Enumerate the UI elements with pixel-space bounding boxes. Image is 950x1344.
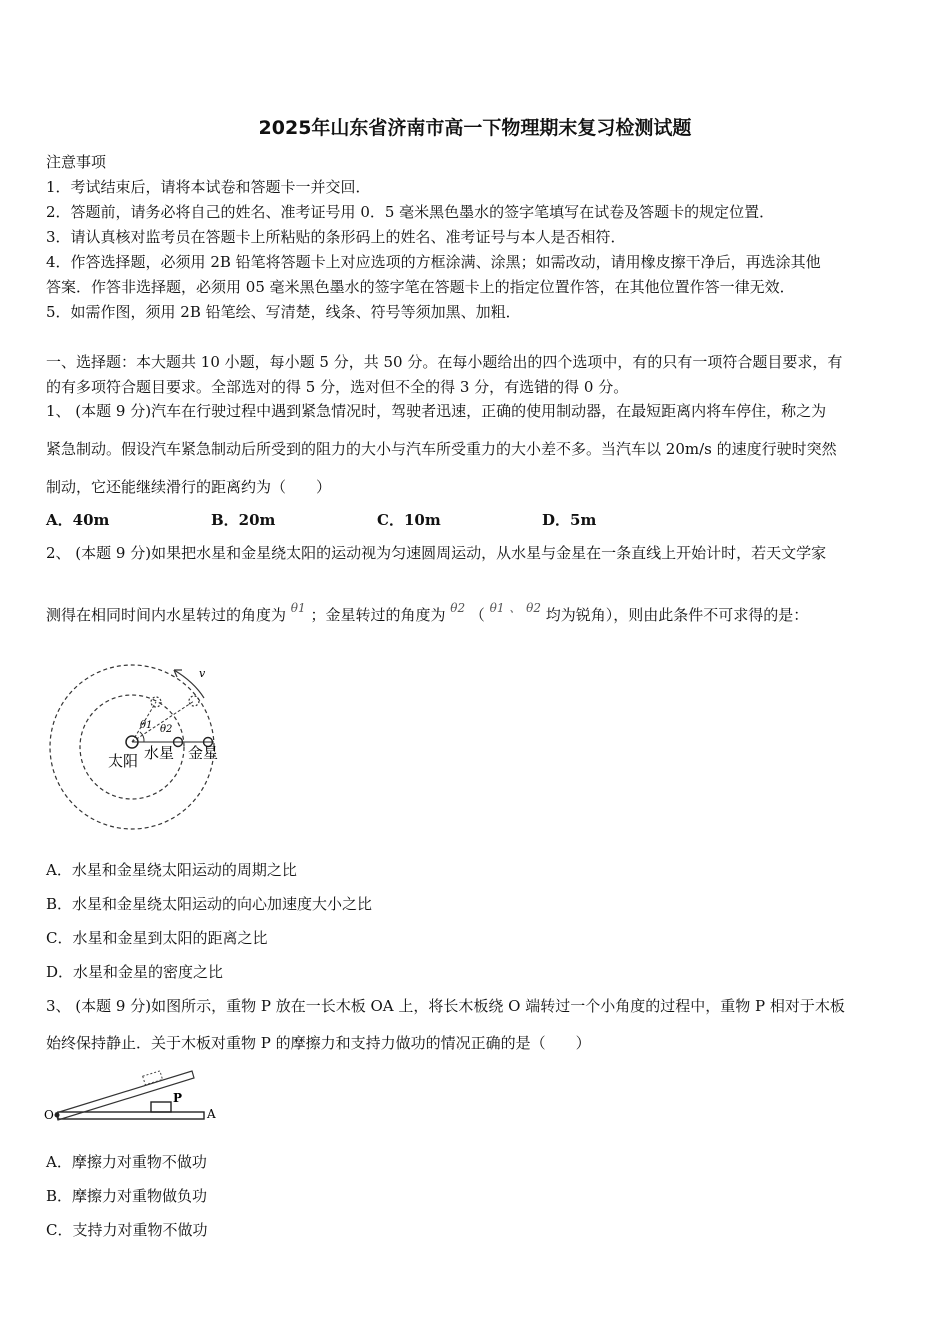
notice-item: 2．答题前，请务必将自己的姓名、准考证号用 0．5 毫米黑色墨水的签字笔填写在试卷及答题卡的规定位置． xyxy=(46,203,775,221)
theta2-symbol: θ2 xyxy=(526,601,541,615)
notice-heading: 注意事项 xyxy=(46,153,107,171)
q3-option-b[interactable]: B．摩擦力对重物做负功 xyxy=(46,1187,208,1205)
notice-item: 4．作答选择题，必须用 2B 铅笔将答题卡上对应选项的方框涂满、涂黑；如需改动，请用橡皮擦干净后，再选涂其他 xyxy=(46,253,821,271)
question-1-text: 1、 (本题 9 分)汽车在行驶过程中遇到紧急情况时，驾驶者迅速，正确的使用制动器，在最短距离内将车停住，称之为 xyxy=(46,402,827,420)
q2-option-d[interactable]: D．水星和金星的密度之比 xyxy=(46,963,224,981)
pivot-o xyxy=(55,1113,60,1118)
block-p-tilted xyxy=(143,1071,163,1085)
notice-item: 答案．作答非选择题，必须用 05 毫米黑色墨水的签字笔在答题卡上的指定位置作答，在其他位置作答一律无效． xyxy=(46,278,795,296)
section-intro: 一、选择题：本大题共 10 小题，每小题 5 分，共 50 分。在每小题给出的四个选项中，有的只有一项符合题目要求，有 xyxy=(46,353,843,371)
q1-option-d[interactable]: D．5m xyxy=(542,511,597,529)
q2-option-b[interactable]: B．水星和金星绕太阳运动的向心加速度大小之比 xyxy=(46,895,373,913)
q1-option-b[interactable]: B．20m xyxy=(211,511,276,529)
q2-text-c: （ xyxy=(469,606,485,624)
board-diagram xyxy=(44,1063,234,1131)
theta2-symbol: θ2 xyxy=(450,601,466,615)
question-3-text: 3、 (本题 9 分)如图所示，重物 P 放在一长木板 OA 上，将长木板绕 O 端转过一个小角度的过程中，重物 P 相对于木板 xyxy=(46,997,845,1015)
theta1-symbol: θ1 xyxy=(290,601,306,615)
question-3-text: 始终保持静止．关于木板对重物 P 的摩擦力和支持力做功的情况正确的是（ ） xyxy=(46,1034,591,1052)
section-intro: 的有多项符合题目要求。全部选对的得 5 分，选对但不全的得 3 分，有选错的得 0 分。 xyxy=(46,378,629,396)
page-title: 2025年山东省济南市高一下物理期末复习检测试题 xyxy=(258,117,692,139)
label-p: P xyxy=(173,1091,183,1105)
velocity-label: v xyxy=(199,667,206,680)
notice-item: 1．考试结束后，请将本试卷和答题卡一并交回． xyxy=(46,178,371,196)
block-p xyxy=(151,1102,171,1112)
question-2-text: 2、 (本题 9 分)如果把水星和金星绕太阳的运动视为匀速圆周运动，从水星与金星在一条直线上开始计时，若天文学家 xyxy=(46,544,827,562)
sun-label: 太阳 xyxy=(108,752,139,770)
theta1-label: θ1 xyxy=(140,720,153,731)
venus-label: 金星 xyxy=(188,744,219,762)
q2-option-a[interactable]: A．水星和金星绕太阳运动的周期之比 xyxy=(46,861,297,879)
notice-item: 5．如需作图，须用 2B 铅笔绘、写清楚，线条、符号等须加黑、加粗． xyxy=(46,303,521,321)
q3-option-a[interactable]: A．摩擦力对重物不做功 xyxy=(46,1153,207,1171)
angle-arc xyxy=(140,732,144,742)
mercury-label: 水星 xyxy=(144,744,175,762)
q1-option-a[interactable]: A．40m xyxy=(46,511,110,529)
label-o: O xyxy=(44,1108,54,1122)
q3-option-c[interactable]: C．支持力对重物不做功 xyxy=(46,1221,208,1239)
question-2-text xyxy=(46,601,809,626)
q1-option-c[interactable]: C．10m xyxy=(377,511,441,529)
q2-text-b: ；金星转过的角度为 xyxy=(310,606,446,624)
separator: 、 xyxy=(509,601,522,615)
theta2-label: θ2 xyxy=(160,724,173,735)
q2-text-d: 均为锐角），则由此条件不可求得的是： xyxy=(545,606,809,624)
q2-text-a: 测得在相同时间内水星转过的角度为 xyxy=(46,606,287,624)
q2-option-c[interactable]: C．水星和金星到太阳的距离之比 xyxy=(46,929,268,947)
question-1-text: 紧急制动。假设汽车紧急制动后所受到的阻力的大小与汽车所受重力的大小差不多。当汽车以 20m/s 的速度行驶时突然 xyxy=(46,440,837,458)
label-a: A xyxy=(207,1107,216,1121)
orbit-diagram xyxy=(44,652,244,842)
question-1-text: 制动，它还能继续滑行的距离约为（ ） xyxy=(46,478,332,496)
notice-item: 3．请认真核对监考员在答题卡上所粘贴的条形码上的姓名、准考证号与本人是否相符． xyxy=(46,228,626,246)
theta1-symbol: θ1 xyxy=(489,601,505,615)
